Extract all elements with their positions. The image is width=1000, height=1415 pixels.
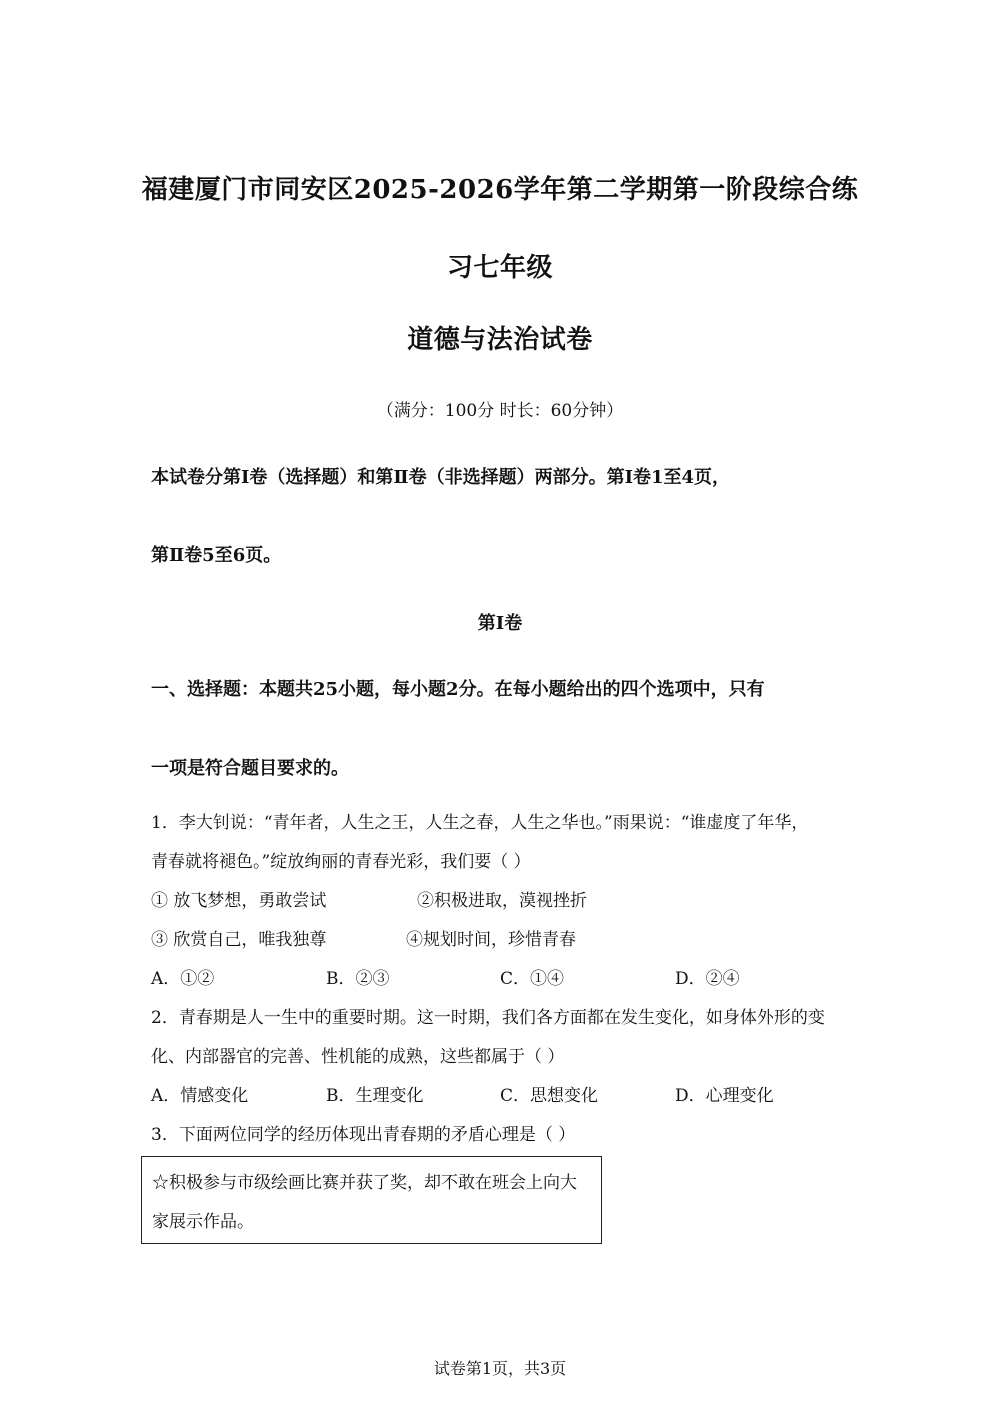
intro-line1: 本试卷分第Ⅰ卷（选择题）和第Ⅱ卷（非选择题）两部分。第Ⅰ卷1至4页， (151, 467, 731, 488)
question-stem-line2: 化、内部器官的完善、性机能的成熟，这些都属于（ ） (151, 1047, 565, 1067)
question-stem-line1: 1．李大钊说：“青年者，人生之王，人生之春，人生之华也。”雨果说：“谁虚度了年华， (151, 813, 809, 833)
statement-3: ③ 欣赏自己，唯我独尊 (151, 930, 327, 950)
option-c: C．①④ (500, 969, 565, 989)
statement-2: ②积极进取，漠视挫折 (417, 891, 587, 911)
option-c: C．思想变化 (500, 1086, 599, 1106)
option-b: B．生理变化 (326, 1086, 424, 1106)
exam-info: （满分：100分 时长：60分钟） (376, 401, 624, 421)
material-line1: ☆积极参与市级绘画比赛并获了奖，却不敢在班会上向大 (152, 1173, 577, 1193)
option-b: B．②③ (326, 969, 390, 989)
section-instruction-line1: 一、选择题：本题共25小题，每小题2分。在每小题给出的四个选项中，只有 (151, 679, 765, 700)
option-a: A．情感变化 (151, 1086, 249, 1106)
option-d: D．心理变化 (675, 1086, 774, 1106)
section-instruction-line2: 一项是符合题目要求的。 (151, 758, 349, 779)
question-stem-line1: 2．青春期是人一生中的重要时期。这一时期，我们各方面都在发生变化，如身体外形的变 (151, 1008, 825, 1028)
intro-line2: 第Ⅱ卷5至6页。 (151, 545, 282, 566)
exam-title-line2: 习七年级 (446, 253, 553, 283)
option-a: A．①② (151, 969, 215, 989)
question-stem-line2: 青春就将褪色。”绽放绚丽的青春光彩，我们要（ ） (151, 852, 531, 872)
statement-4: ④规划时间，珍惜青春 (406, 930, 576, 950)
material-box (141, 1156, 602, 1244)
exam-title-line1: 福建厦门市同安区2025-2026学年第二学期第一阶段综合练 (141, 175, 859, 205)
exam-subject-title: 道德与法治试卷 (407, 325, 593, 355)
statement-1: ① 放飞梦想，勇敢尝试 (151, 891, 327, 911)
volume-title: 第Ⅰ卷 (477, 613, 523, 634)
option-d: D．②④ (675, 969, 740, 989)
question-stem-line1: 3．下面两位同学的经历体现出青春期的矛盾心理是（ ） (151, 1125, 576, 1145)
material-line2: 家展示作品。 (152, 1212, 254, 1232)
page-footer: 试卷第1页，共3页 (433, 1359, 567, 1378)
